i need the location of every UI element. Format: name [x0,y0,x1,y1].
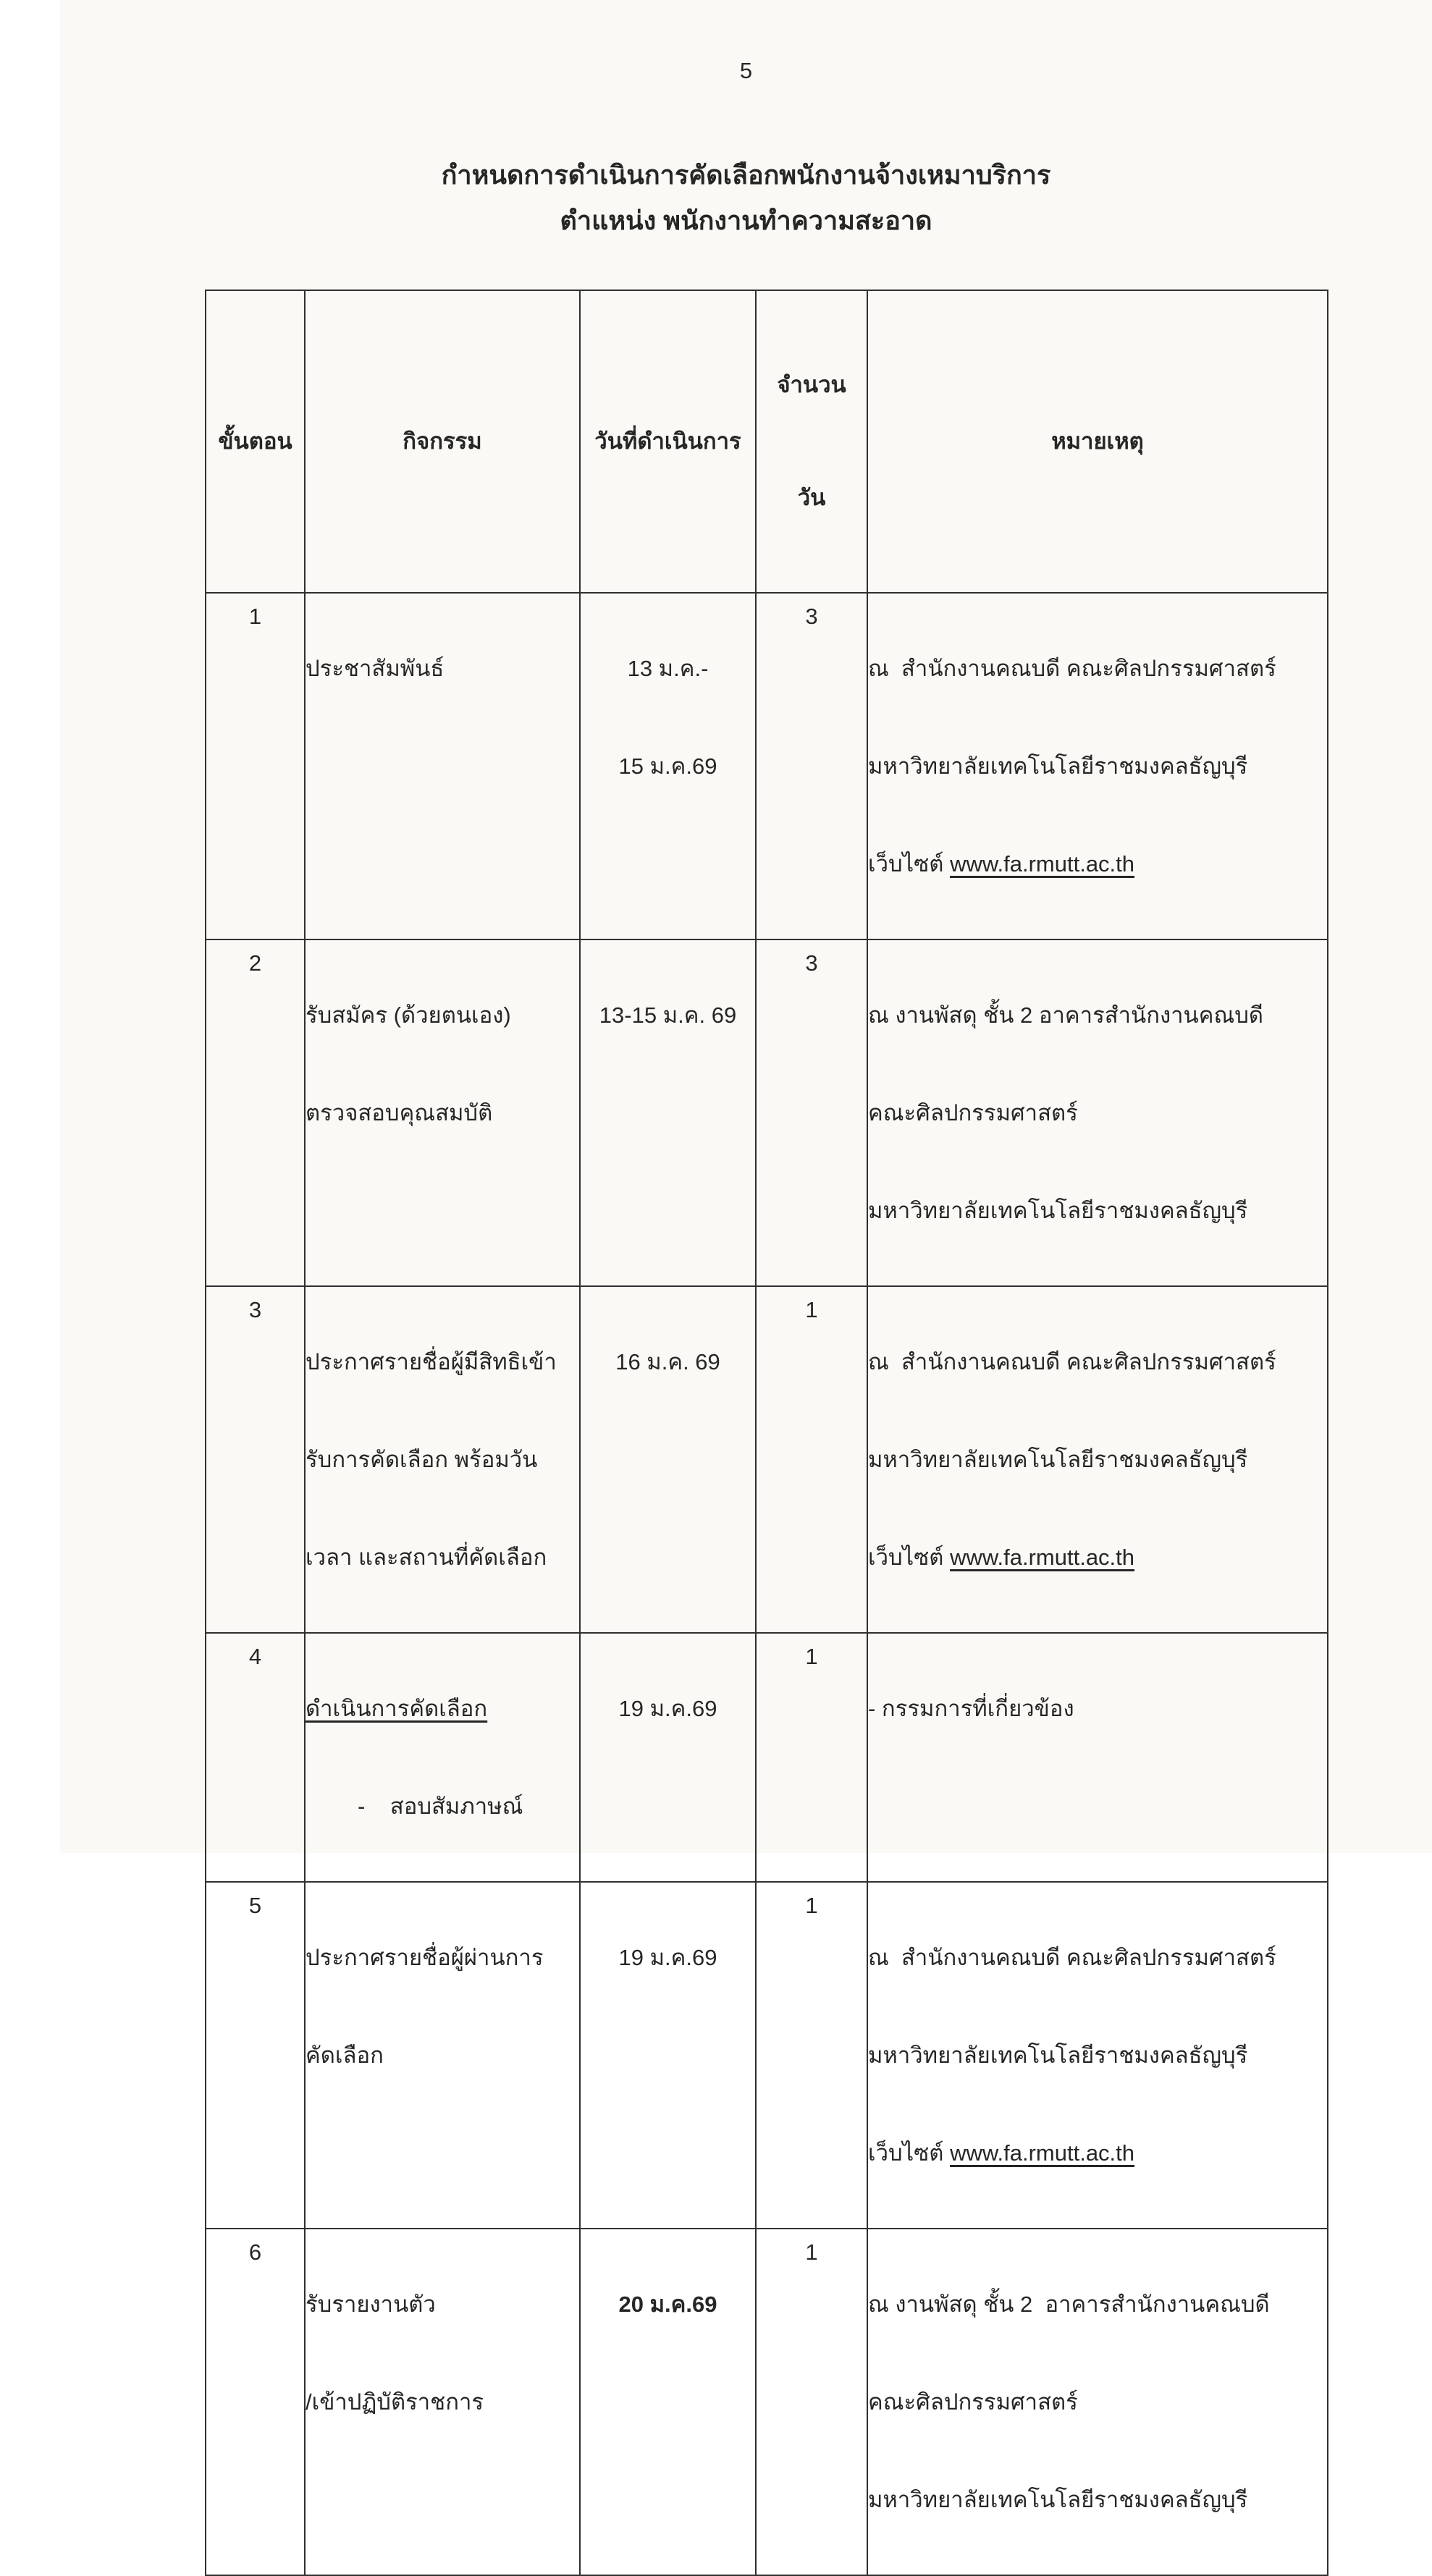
remark-cell: ณ งานพัสดุ ชั้น 2 อาคารสำนักงานคณบดี คณะศิลปกรรมศาสตร์ มหาวิทยาลัยเทคโนโลยีราชมงคลธัญบุรี [867,2229,1328,2575]
header-step: ขั้นตอน [206,290,305,593]
date-cell: 13 ม.ค.- 15 ม.ค.69 [580,593,756,939]
step-cell: 6 [206,2229,305,2575]
step-cell: 2 [206,939,305,1286]
activity-cell [305,1633,580,1882]
date-cell: 13-15 ม.ค. 69 [580,939,756,1286]
header-days-line2: วัน [797,485,826,510]
table-row [206,939,1328,1286]
header-days [756,290,867,593]
title-line-1: กำหนดการดำเนินการคัดเลือกพนักงานจ้างเหมาบริการ [441,160,1051,190]
activity-cell: รับรายงานตัว /เข้าปฏิบัติราชการ [305,2229,580,2575]
date-cell: 19 ม.ค.69 [580,1633,756,1882]
days-cell: 1 [756,1286,867,1633]
header-activity: กิจกรรม [305,290,580,593]
days-cell: 3 [756,939,867,1286]
remark-cell: ณ สำนักงานคณบดี คณะศิลปกรรมศาสตร์ มหาวิทยาลัยเทคโนโลยีราชมงคลธัญบุรี เว็บไซต์ www.fa.rmutt.ac.th [867,593,1328,939]
date-cell: 16 ม.ค. 69 [580,1286,756,1633]
days-cell: 1 [756,1882,867,2229]
step-cell: 4 [206,1633,305,1882]
table-row [206,593,1328,939]
table-row [206,1633,1328,1882]
scan-margin [0,0,60,1853]
date-cell [580,2229,756,2575]
activity-cell: รับสมัคร (ด้วยตนเอง) ตรวจสอบคุณสมบัติ [305,939,580,1286]
step-cell: 3 [206,1286,305,1633]
header-remark: หมายเหตุ [867,290,1328,593]
remark-website-line [868,2130,1327,2176]
document-title [60,152,1432,243]
table-row [206,2229,1328,2575]
header-days-line1: จำนวน [777,372,846,397]
remark-cell: ณ งานพัสดุ ชั้น 2 อาคารสำนักงานคณบดี คณะศิลปกรรมศาสตร์ มหาวิทยาลัยเทคโนโลยีราชมงคลธัญบุรี [867,939,1328,1286]
website-label: เว็บไซต์ [868,1545,951,1570]
activity-cell: ประกาศรายชื่อผู้ผ่านการ คัดเลือก [305,1882,580,2229]
activity-cell: ประชาสัมพันธ์ [305,593,580,939]
website-url-text: www.fa.rmutt.ac.th [950,1545,1135,1570]
schedule-table [205,290,1328,2576]
header-date: วันที่ดำเนินการ [580,290,756,593]
date-cell: 19 ม.ค.69 [580,1882,756,2229]
table-row [206,1286,1328,1633]
days-cell: 1 [756,2229,867,2575]
remark-cell: ณ สำนักงานคณบดี คณะศิลปกรรมศาสตร์ มหาวิทยาลัยเทคโนโลยีราชมงคลธัญบุรี เว็บไซต์ www.fa.rmutt.ac.th [867,1882,1328,2229]
remark-cell: - กรรมการที่เกี่ยวข้อง [867,1633,1328,1882]
table-header-row [206,290,1328,593]
remark-cell: ณ สำนักงานคณบดี คณะศิลปกรรมศาสตร์ มหาวิทยาลัยเทคโนโลยีราชมงคลธัญบุรี เว็บไซต์ www.fa.rmutt.ac.th [867,1286,1328,1633]
table-row [206,1882,1328,2229]
days-cell: 3 [756,593,867,939]
activity-sub-item: - สอบสัมภาษณ์ [358,1794,523,1819]
page-number: 5 [739,58,753,83]
days-cell: 1 [756,1633,867,1882]
step-cell: 5 [206,1882,305,2229]
title-line-2: ตำแหน่ง พนักงานทำความสะอาด [560,206,932,235]
activity-cell: ประกาศรายชื่อผู้มีสิทธิเข้า รับการคัดเลือก พร้อมวัน เวลา และสถานที่คัดเลือก [305,1286,580,1633]
activity-underlined-text: ดำเนินการคัดเลือก [306,1696,488,1721]
remark-website-line [868,841,1327,887]
website-url-text: www.fa.rmutt.ac.th [950,2140,1135,2166]
website-label: เว็บไซต์ [868,851,951,877]
step-cell: 1 [206,593,305,939]
website-url-text: www.fa.rmutt.ac.th [950,851,1135,877]
website-label: เว็บไซต์ [868,2140,951,2166]
remark-website-line [868,1534,1327,1580]
date-bold-text: 20 ม.ค.69 [618,2292,717,2317]
